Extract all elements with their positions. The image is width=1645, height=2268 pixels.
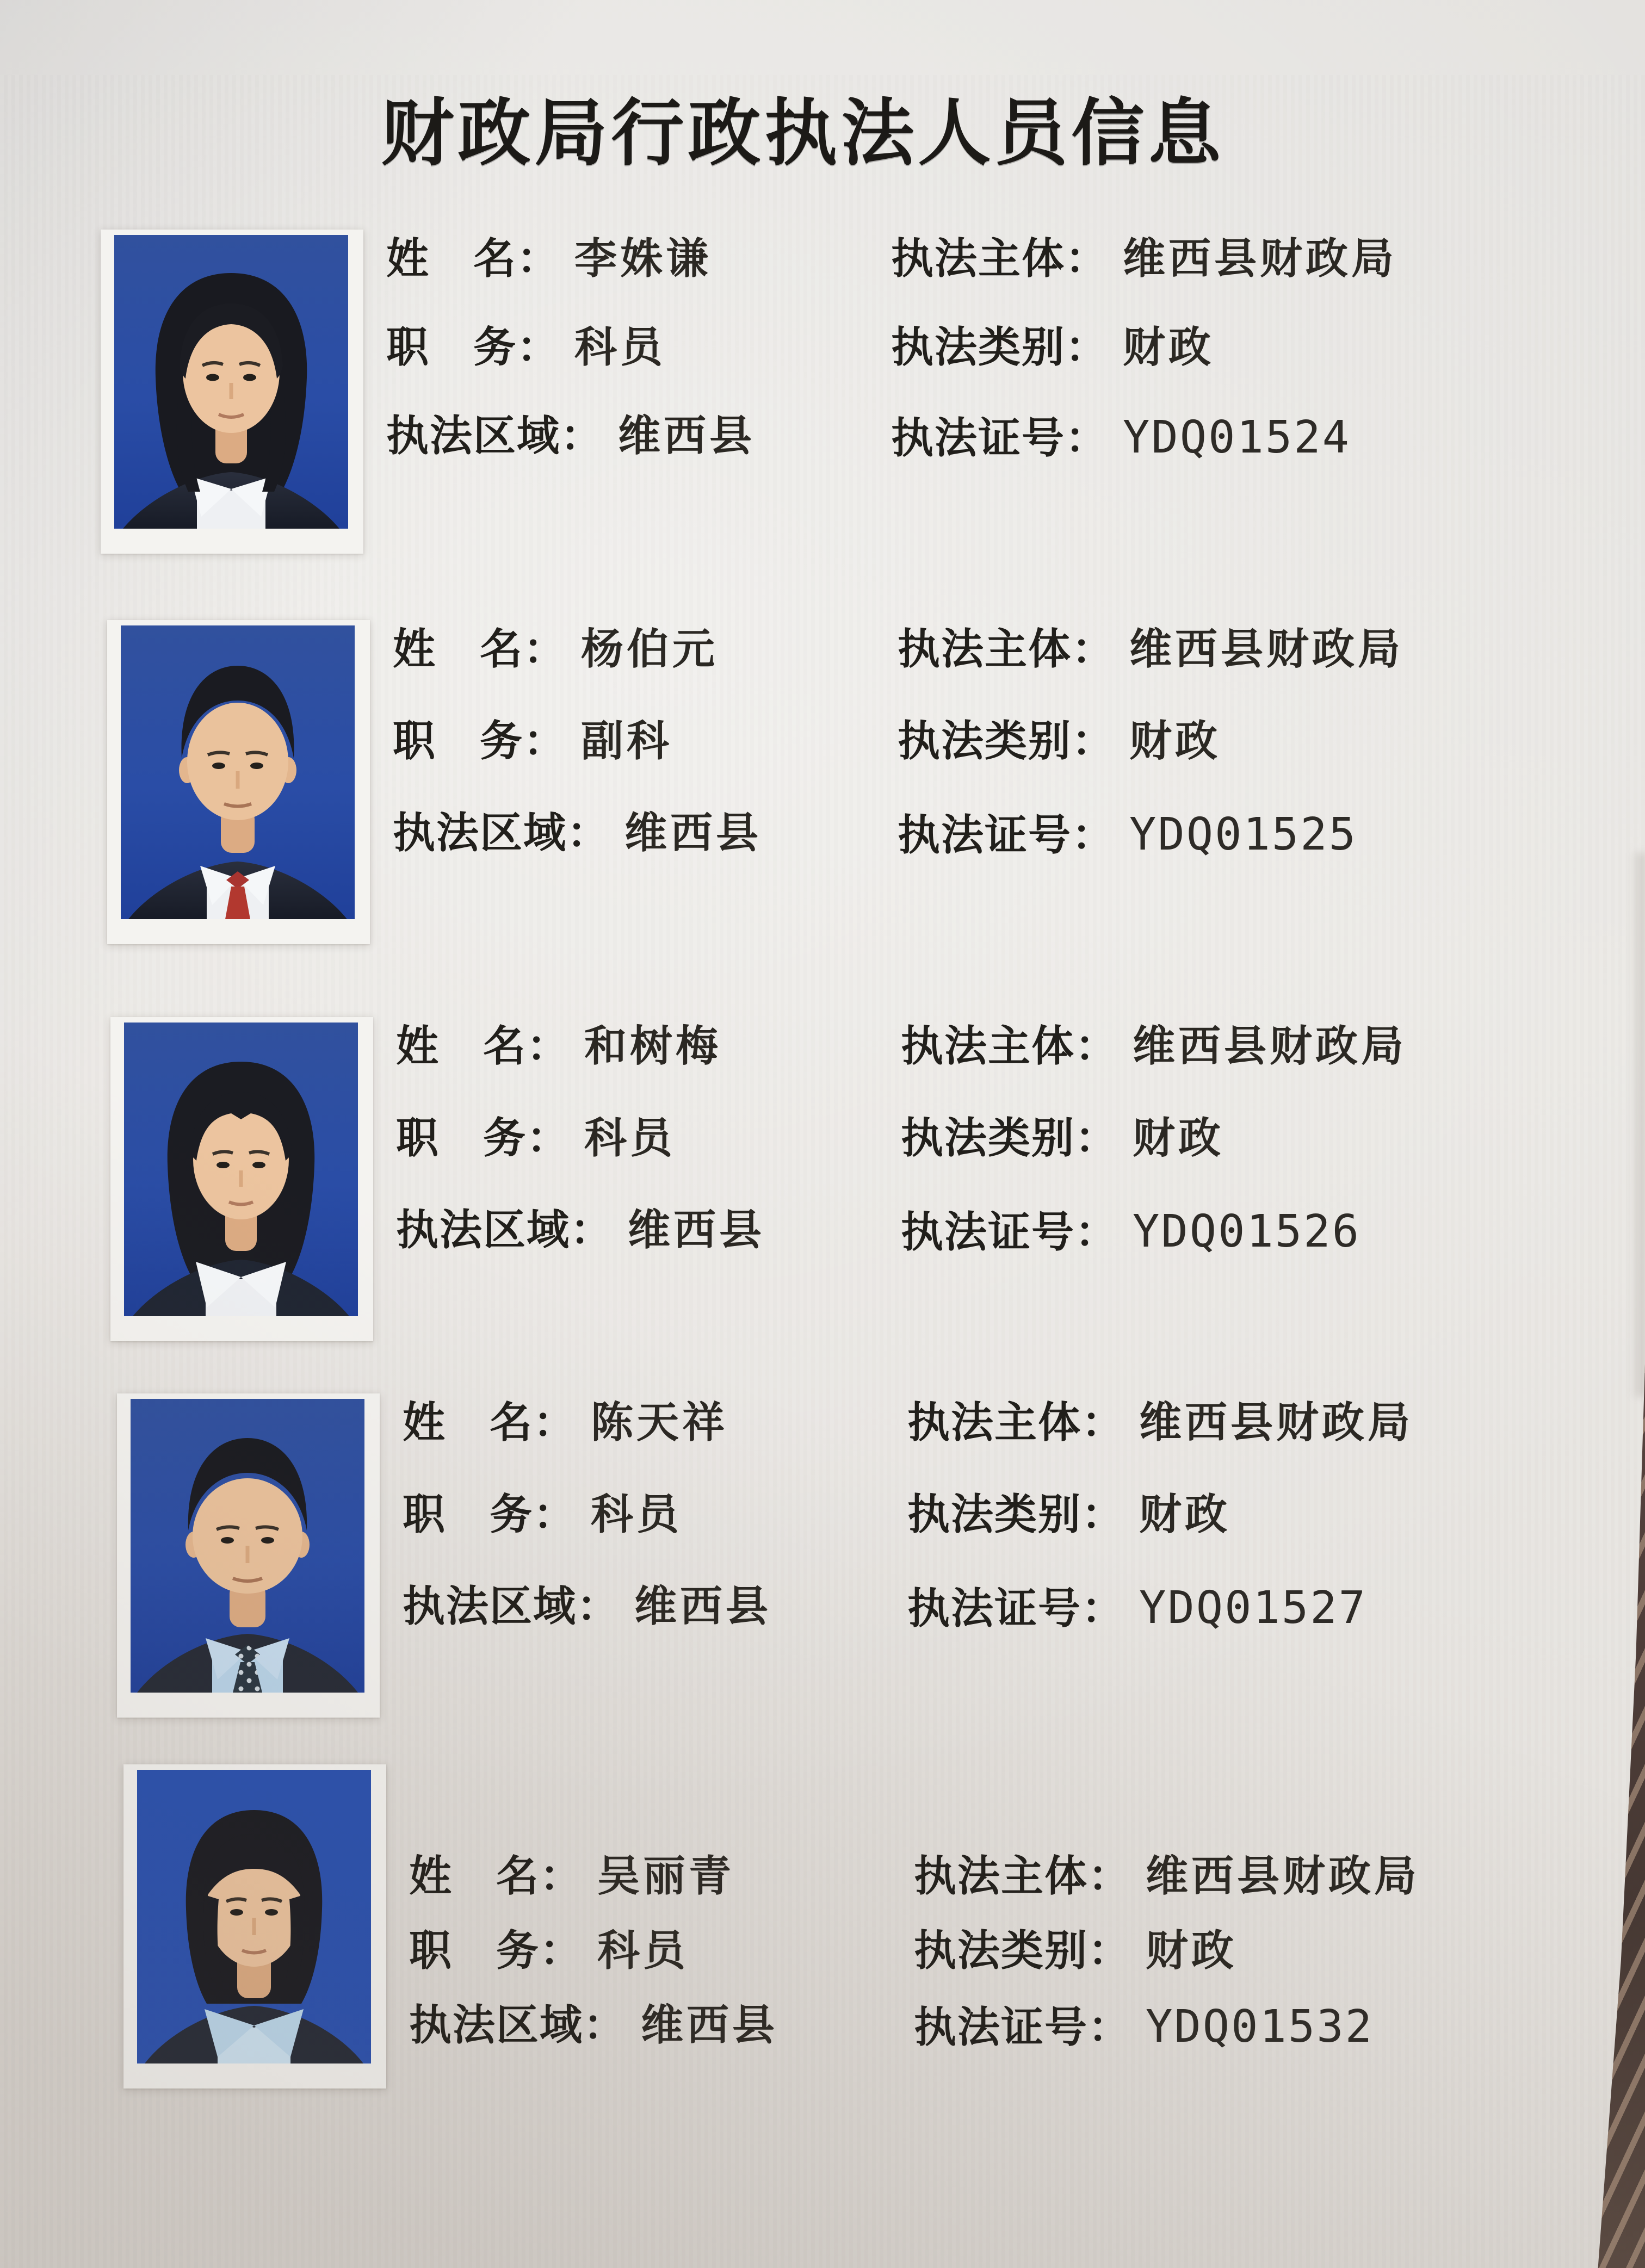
authority-value: 维西县财政局 bbox=[1123, 235, 1397, 282]
personnel-entry bbox=[123, 1764, 1645, 2089]
cert-value: YDQ01532 bbox=[1146, 2000, 1374, 2053]
cert-label: 执法证号： bbox=[907, 1584, 1125, 1632]
id-photo-woman-1 bbox=[114, 235, 348, 529]
name-label: 姓 名： bbox=[409, 1852, 584, 1900]
cert-value: YDQ01526 bbox=[1133, 1205, 1360, 1257]
personnel-entry bbox=[101, 230, 1645, 554]
position-label: 职 务： bbox=[393, 717, 567, 765]
personnel-fields bbox=[396, 1017, 1407, 1257]
id-photo-woman-2 bbox=[124, 1023, 358, 1316]
position-label: 职 务： bbox=[396, 1114, 571, 1162]
id-photo-man-2 bbox=[131, 1399, 364, 1693]
cert-label: 执法证号： bbox=[914, 2003, 1132, 2051]
name-value: 吴丽青 bbox=[597, 1852, 735, 1900]
position-label: 职 务： bbox=[409, 1926, 584, 1974]
category-value: 财政 bbox=[1123, 323, 1215, 371]
category-label: 执法类别： bbox=[891, 323, 1109, 371]
id-photo-frame bbox=[123, 1764, 386, 2089]
region-value: 维西县 bbox=[624, 809, 762, 857]
position-value: 科员 bbox=[591, 1490, 683, 1538]
name-label: 姓 名： bbox=[396, 1023, 571, 1070]
category-value: 财政 bbox=[1146, 1926, 1238, 1974]
region-value: 维西县 bbox=[641, 2001, 778, 2049]
region-value: 维西县 bbox=[628, 1206, 765, 1254]
position-value: 科员 bbox=[574, 323, 666, 371]
personnel-fields bbox=[393, 620, 1403, 860]
authority-label: 执法主体： bbox=[898, 625, 1116, 673]
name-label: 姓 名： bbox=[403, 1399, 577, 1446]
personnel-fields bbox=[386, 230, 1397, 463]
region-label: 执法区域： bbox=[386, 412, 604, 460]
authority-label: 执法主体： bbox=[914, 1852, 1132, 1900]
region-value: 维西县 bbox=[634, 1582, 772, 1630]
personnel-list bbox=[0, 230, 1645, 2089]
category-value: 财政 bbox=[1139, 1490, 1231, 1538]
cert-value: YDQ01525 bbox=[1129, 808, 1357, 860]
authority-label: 执法主体： bbox=[907, 1399, 1125, 1446]
region-label: 执法区域： bbox=[409, 2001, 627, 2049]
personnel-entry bbox=[107, 620, 1645, 944]
position-value: 科员 bbox=[597, 1926, 689, 1974]
category-label: 执法类别： bbox=[907, 1490, 1125, 1538]
authority-value: 维西县财政局 bbox=[1139, 1399, 1414, 1446]
cert-label: 执法证号： bbox=[891, 414, 1109, 462]
page-title: 财政局行政执法人员信息 bbox=[381, 94, 1225, 174]
cert-value: YDQ01524 bbox=[1123, 411, 1351, 463]
name-label: 姓 名： bbox=[386, 235, 561, 282]
id-photo-frame bbox=[110, 1017, 373, 1341]
category-value: 财政 bbox=[1133, 1114, 1225, 1162]
authority-label: 执法主体： bbox=[901, 1023, 1119, 1070]
category-value: 财政 bbox=[1129, 717, 1221, 765]
id-photo-frame bbox=[107, 620, 370, 944]
name-label: 姓 名： bbox=[393, 625, 567, 673]
cert-label: 执法证号： bbox=[898, 811, 1116, 859]
id-photo-frame bbox=[117, 1393, 380, 1718]
name-value: 李姝谦 bbox=[574, 235, 712, 282]
personnel-entry bbox=[110, 1017, 1645, 1341]
personnel-fields bbox=[409, 1764, 1420, 2052]
region-label: 执法区域： bbox=[393, 809, 611, 857]
position-label: 职 务： bbox=[386, 323, 561, 371]
category-label: 执法类别： bbox=[914, 1926, 1132, 1974]
name-value: 和树梅 bbox=[584, 1023, 722, 1070]
personnel-entry bbox=[117, 1393, 1645, 1718]
category-label: 执法类别： bbox=[898, 717, 1116, 765]
position-value: 副科 bbox=[581, 717, 673, 765]
id-photo-man-1 bbox=[121, 625, 355, 919]
authority-value: 维西县财政局 bbox=[1133, 1023, 1407, 1070]
region-label: 执法区域： bbox=[396, 1206, 614, 1254]
category-label: 执法类别： bbox=[901, 1114, 1119, 1162]
name-value: 陈天祥 bbox=[591, 1399, 728, 1446]
id-photo-frame bbox=[101, 230, 363, 554]
region-label: 执法区域： bbox=[403, 1582, 621, 1630]
region-value: 维西县 bbox=[618, 412, 756, 460]
cert-value: YDQ01527 bbox=[1139, 1582, 1367, 1634]
position-value: 科员 bbox=[584, 1114, 676, 1162]
personnel-fields bbox=[403, 1393, 1413, 1633]
position-label: 职 务： bbox=[403, 1490, 577, 1538]
cert-label: 执法证号： bbox=[901, 1208, 1119, 1256]
name-value: 杨伯元 bbox=[581, 625, 719, 673]
id-photo-woman-3 bbox=[137, 1770, 371, 2063]
authority-value: 维西县财政局 bbox=[1146, 1852, 1420, 1900]
authority-value: 维西县财政局 bbox=[1129, 625, 1404, 673]
authority-label: 执法主体： bbox=[891, 235, 1109, 282]
